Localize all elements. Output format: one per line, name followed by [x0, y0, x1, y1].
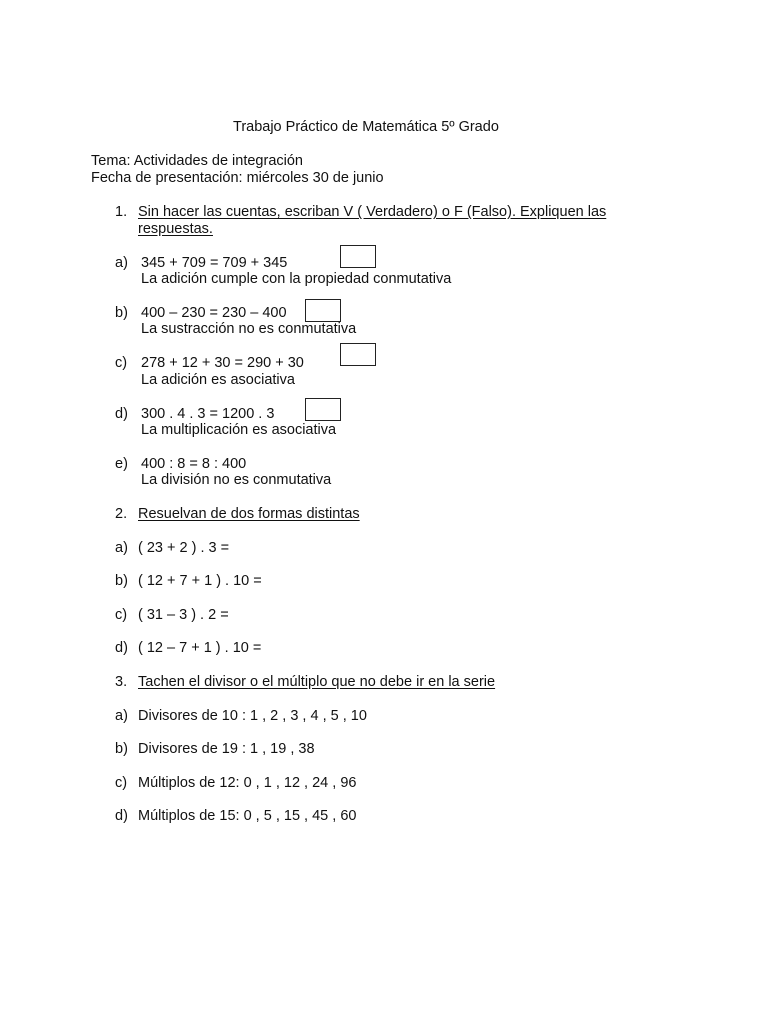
item-expression: Divisores de 19 : 1 , 19 , 38	[138, 741, 315, 757]
item-expression: 278 + 12 + 30 = 290 + 30	[141, 355, 304, 371]
section-2-number: 2.	[115, 506, 128, 522]
item-expression: ( 12 – 7 + 1 ) . 10 =	[138, 640, 262, 656]
item-statement: La sustracción no es conmutativa	[141, 321, 357, 337]
item-expression: 300 . 4 . 3 = 1200 . 3	[141, 406, 275, 422]
answer-box[interactable]	[340, 343, 376, 366]
section-3-heading: Tachen el divisor o el múltiplo que no debe ir en la serie	[138, 674, 496, 690]
item-statement: La división no es conmutativa	[141, 472, 332, 488]
item-expression: Múltiplos de 12: 0 , 1 , 12 , 24 , 96	[138, 775, 357, 791]
item-label: d)	[115, 808, 128, 824]
item-expression: ( 31 – 3 ) . 2 =	[138, 607, 229, 623]
answer-box[interactable]	[305, 398, 341, 421]
item-statement: La adición cumple con la propiedad conmutativa	[141, 271, 452, 287]
item-statement: La adición es asociativa	[141, 372, 295, 388]
item-label: a)	[115, 708, 128, 724]
item-expression: Múltiplos de 15: 0 , 5 , 15 , 45 , 60	[138, 808, 357, 824]
item-label: b)	[115, 305, 128, 321]
item-label: c)	[115, 607, 128, 623]
item-expression: ( 12 + 7 + 1 ) . 10 =	[138, 573, 262, 589]
item-expression: 400 – 230 = 230 – 400	[141, 305, 287, 321]
document-title: Trabajo Práctico de Matemática 5º Grado	[233, 119, 499, 135]
section-1-heading-cont: respuestas.	[138, 221, 213, 237]
item-label: b)	[115, 741, 128, 757]
item-label: d)	[115, 640, 128, 656]
item-expression: 400 : 8 = 8 : 400	[141, 456, 247, 472]
item-label: c)	[115, 775, 128, 791]
item-label: e)	[115, 456, 128, 472]
section-2-heading: Resuelvan de dos formas distintas	[138, 506, 360, 522]
item-label: b)	[115, 573, 128, 589]
item-statement: La multiplicación es asociativa	[141, 422, 337, 438]
topic-line: Tema: Actividades de integración	[91, 153, 303, 169]
item-label: c)	[115, 355, 128, 371]
item-expression: ( 23 + 2 ) . 3 =	[138, 540, 230, 556]
section-1-heading: Sin hacer las cuentas, escriban V ( Verdadero) o F (Falso). Expliquen las	[138, 204, 607, 220]
item-label: a)	[115, 540, 128, 556]
answer-box[interactable]	[340, 245, 376, 268]
item-label: d)	[115, 406, 128, 422]
item-expression: Divisores de 10 : 1 , 2 , 3 , 4 , 5 , 10	[138, 708, 367, 724]
item-expression: 345 + 709 = 709 + 345	[141, 255, 288, 271]
due-date-line: Fecha de presentación: miércoles 30 de junio	[91, 170, 384, 186]
answer-box[interactable]	[305, 299, 341, 322]
section-1-number: 1.	[115, 204, 128, 220]
item-label: a)	[115, 255, 128, 271]
section-3-number: 3.	[115, 674, 128, 690]
